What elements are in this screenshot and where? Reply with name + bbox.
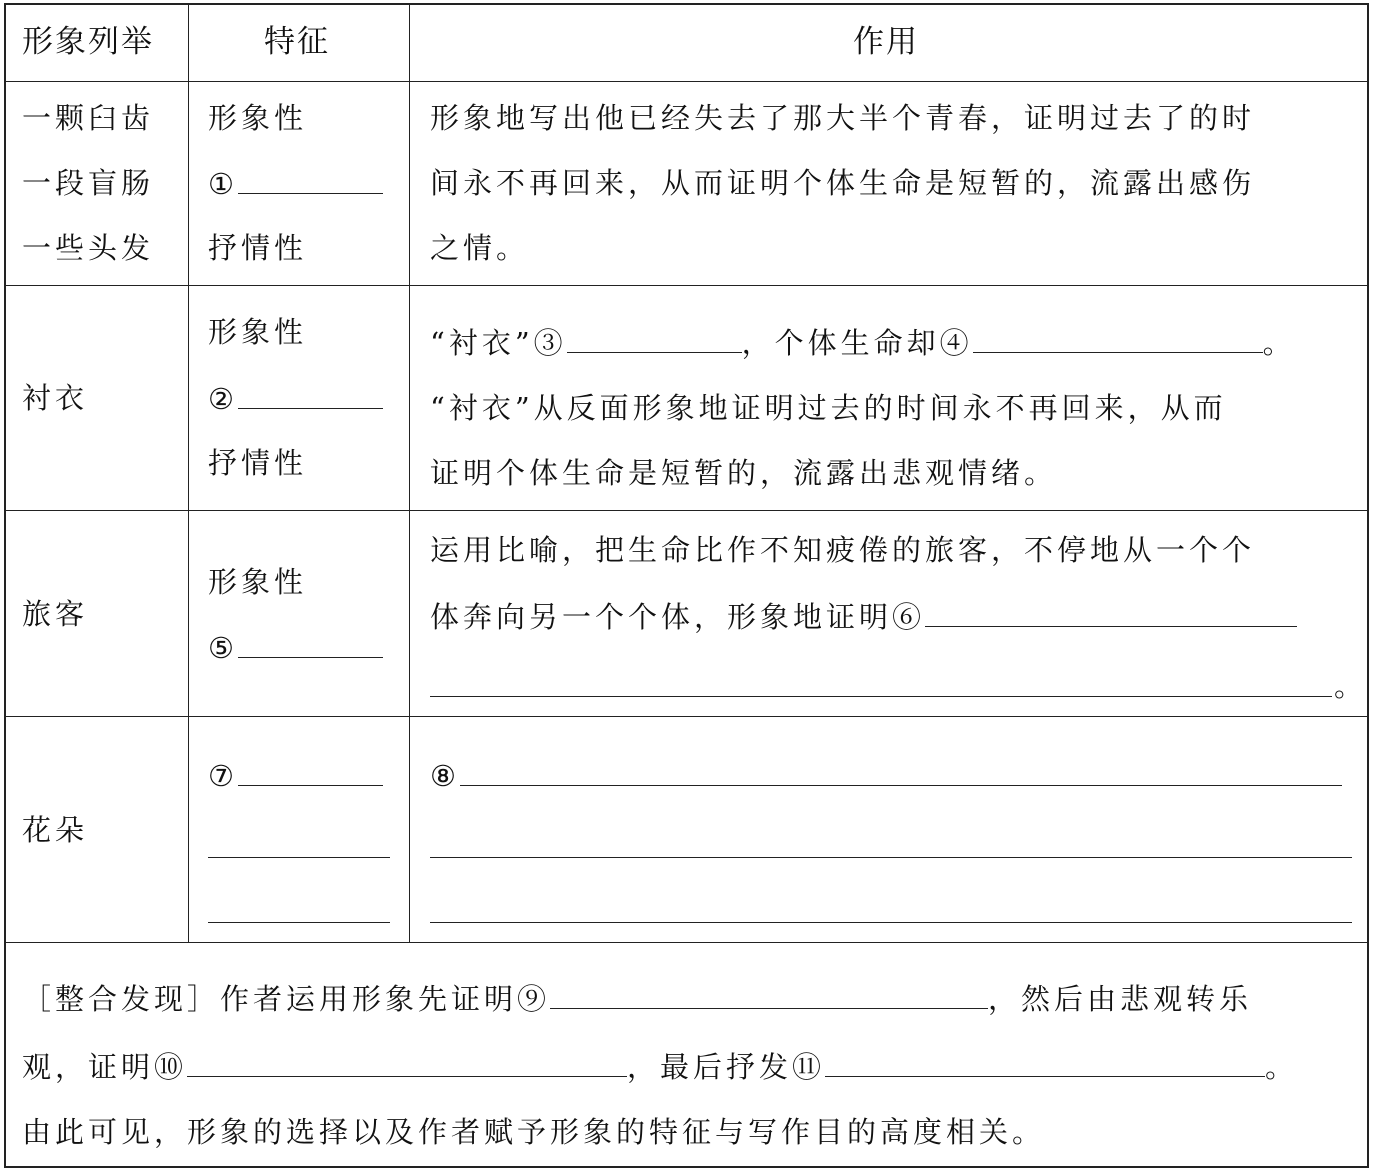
row4-feature-1: ⑦ <box>208 755 383 796</box>
blank-9[interactable] <box>550 978 988 1009</box>
row1-effect-1: 形象地写出他已经失去了那大半个青春，证明过去了的时 <box>430 101 1256 135</box>
row3-effect-2: 体奔向另一个个体，形象地证明⑥ <box>430 596 1297 637</box>
row-divider-1 <box>5 285 1368 286</box>
col-divider-2 <box>409 4 410 942</box>
blank-7-line-3[interactable] <box>208 922 390 923</box>
row1-item-1: 一颗臼齿 <box>22 101 155 135</box>
blank-8-line-2[interactable] <box>430 857 1352 858</box>
summary-line-2: 观，证明⑩ ，最后抒发⑪ 。 <box>22 1046 1298 1087</box>
row4-effect-1: ⑧ <box>430 755 1342 796</box>
blank-11[interactable] <box>825 1046 1265 1077</box>
col-divider-1 <box>188 4 189 942</box>
row2-item: 衬衣 <box>22 381 89 415</box>
blank-6[interactable] <box>925 596 1297 627</box>
row1-feature-3: 抒情性 <box>208 231 308 265</box>
row2-effect-2: “衬衣”从反面形象地证明过去的时间永不再回来，从而 <box>430 391 1227 425</box>
blank-5[interactable] <box>238 627 383 658</box>
header-col3: 作用 <box>853 24 919 60</box>
blank-8[interactable] <box>460 755 1342 786</box>
row2-effect-1: “衬衣”③ ，个体生命却④ 。 <box>430 322 1296 363</box>
row2-feature-2: ② <box>208 378 383 419</box>
summary-line-3: 由此可见，形象的选择以及作者赋予形象的特征与写作目的高度相关。 <box>22 1115 1046 1149</box>
row1-item-3: 一些头发 <box>22 231 155 265</box>
blank-7[interactable] <box>238 755 383 786</box>
row-divider-header <box>5 81 1368 82</box>
row3-feature-1: 形象性 <box>208 565 308 599</box>
row3-feature-2: ⑤ <box>208 627 383 668</box>
header-col2: 特征 <box>264 24 330 60</box>
blank-10[interactable] <box>187 1046 627 1077</box>
row2-feature-3: 抒情性 <box>208 446 308 480</box>
summary-line-1: ［整合发现］作者运用形象先证明⑨ ，然后由悲观转乐 <box>22 978 1252 1019</box>
row1-feature-2: ① <box>208 163 383 204</box>
row1-feature-1: 形象性 <box>208 101 308 135</box>
row2-feature-1: 形象性 <box>208 315 308 349</box>
row1-effect-2: 间永不再回来，从而证明个体生命是短暂的，流露出感伤 <box>430 166 1256 200</box>
row-divider-2 <box>5 510 1368 511</box>
blank-8-line-3[interactable] <box>430 922 1352 923</box>
header-col1: 形象列举 <box>22 24 154 60</box>
blank-1[interactable] <box>238 163 383 194</box>
row1-item-2: 一段盲肠 <box>22 166 155 200</box>
row3-effect-1: 运用比喻，把生命比作不知疲倦的旅客，不停地从一个个 <box>430 533 1256 567</box>
blank-3[interactable] <box>567 322 742 353</box>
blank-7-line-2[interactable] <box>208 857 390 858</box>
row-divider-summary <box>5 942 1368 943</box>
row3-effect-end: 。 <box>1334 669 1368 703</box>
blank-4[interactable] <box>973 322 1263 353</box>
row4-item: 花朵 <box>22 813 89 847</box>
blank-6-continued[interactable] <box>430 696 1332 697</box>
blank-2[interactable] <box>238 378 383 409</box>
row2-effect-3: 证明个体生命是短暂的，流露出悲观情绪。 <box>430 456 1058 490</box>
row3-item: 旅客 <box>22 597 89 631</box>
row-divider-3 <box>5 716 1368 717</box>
row1-effect-3: 之情。 <box>430 231 530 265</box>
